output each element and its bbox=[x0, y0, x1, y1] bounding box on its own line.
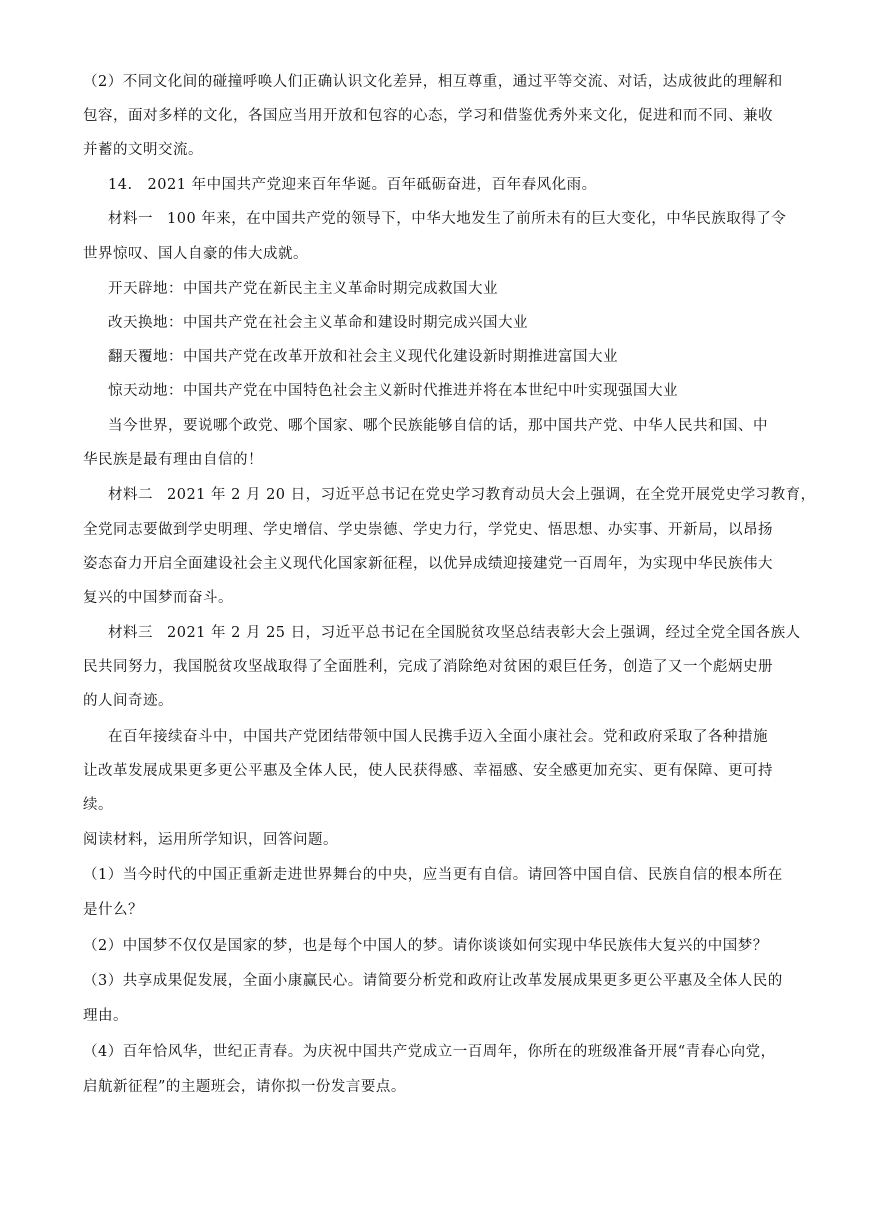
material-three-line: 的人间奇迹。 bbox=[83, 693, 173, 709]
material-two-line: 全党同志要做到学史明理、学史增信、学史崇德、学史力行，学党史、悟思想、办实事、开新局，以昂扬 bbox=[83, 522, 773, 538]
material-one-item: 惊天动地：中国共产党在中国特色社会主义新时代推进并将在本世纪中叶实现强国大业 bbox=[108, 383, 678, 399]
answer-line: 并蓄的文明交流。 bbox=[83, 142, 203, 158]
sub-question-2: （2）中国梦不仅仅是国家的梦，也是每个中国人的梦。请你谈谈如何实现中华民族伟大复兴的中国梦？ bbox=[83, 938, 768, 954]
material-three-line: 民共同努力，我国脱贫攻坚战取得了全面胜利，完成了消除绝对贫困的艰巨任务，创造了又一个彪炳史册 bbox=[83, 659, 773, 675]
sub-question-3: 理由。 bbox=[83, 1008, 128, 1024]
material-one-text: 100 年来，在中国共产党的领导下，中华大地发生了前所未有的巨大变化，中华民族取得了令 bbox=[167, 211, 787, 227]
material-two-text: 2021 年 2 月 20 日，习近平总书记在党史学习教育动员大会上强调，在全党开展党史学习教育， bbox=[167, 487, 816, 503]
answer-line: 包容，面对多样的文化，各国应当用开放和包容的心态，学习和借鉴优秀外来文化，促进和而不同、兼收 bbox=[83, 108, 773, 124]
context-line: 在百年接续奋斗中，中国共产党团结带领中国人民携手迈入全面小康社会。党和政府采取了各种措施 bbox=[108, 729, 768, 745]
material-three-text: 2021 年 2 月 25 日，习近平总书记在全国脱贫攻坚总结表彰大会上强调，经过全党全国各族人 bbox=[167, 625, 801, 641]
question-stem: 14. 2021 年中国共产党迎来百年华诞。百年砥砺奋进，百年春风化雨。 bbox=[108, 177, 597, 193]
material-one-item: 改天换地：中国共产党在社会主义革命和建设时期完成兴国大业 bbox=[108, 315, 528, 331]
sub-question-1: （1）当今时代的中国正重新走进世界舞台的中央，应当更有自信。请回答中国自信、民族自信的根本所在 bbox=[83, 867, 783, 883]
material-two-line: 复兴的中国梦而奋斗。 bbox=[83, 590, 233, 606]
material-one-line: 世界惊叹、国人自豪的伟大成就。 bbox=[83, 246, 308, 262]
sub-question-4: （4）百年恰风华，世纪正青春。为庆祝中国共产党成立一百周年，你所在的班级准备开展“青春心向党， bbox=[83, 1044, 776, 1060]
material-one-conclusion: 华民族是最有理由自信的！ bbox=[83, 452, 263, 468]
sub-question-4: 启航新征程”的主题班会，请你拟一份发言要点。 bbox=[83, 1079, 406, 1095]
material-two-line bbox=[108, 485, 869, 505]
sub-question-3: （3）共享成果促发展，全面小康赢民心。请简要分析党和政府让改革发展成果更多更公平惠及全体人民的 bbox=[83, 973, 783, 989]
material-one-label: 材料一 bbox=[108, 211, 153, 227]
material-two-line: 姿态奋力开启全面建设社会主义现代化国家新征程，以优异成绩迎接建党一百周年，为实现中华民族伟大 bbox=[83, 556, 773, 572]
material-one-line bbox=[108, 209, 869, 229]
context-line: 让改革发展成果更多更公平惠及全体人民，使人民获得感、幸福感、安全感更加充实、更有保障、更可持 bbox=[83, 763, 773, 779]
context-line: 续。 bbox=[83, 797, 113, 813]
material-one-item: 翻天覆地：中国共产党在改革开放和社会主义现代化建设新时期推进富国大业 bbox=[108, 349, 618, 365]
material-one-conclusion: 当今世界，要说哪个政党、哪个国家、哪个民族能够自信的话，那中国共产党、中华人民共和国、中 bbox=[108, 418, 768, 434]
material-three-label: 材料三 bbox=[108, 625, 153, 641]
instruction: 阅读材料，运用所学知识，回答问题。 bbox=[83, 832, 338, 848]
material-three-line bbox=[108, 623, 869, 643]
sub-question-1: 是什么？ bbox=[83, 902, 143, 918]
answer-line: （2）不同文化间的碰撞呼唤人们正确认识文化差异，相互尊重，通过平等交流、对话，达成彼此的理解和 bbox=[83, 74, 783, 90]
material-one-item: 开天辟地：中国共产党在新民主主义革命时期完成救国大业 bbox=[108, 281, 498, 297]
material-two-label: 材料二 bbox=[108, 487, 153, 503]
